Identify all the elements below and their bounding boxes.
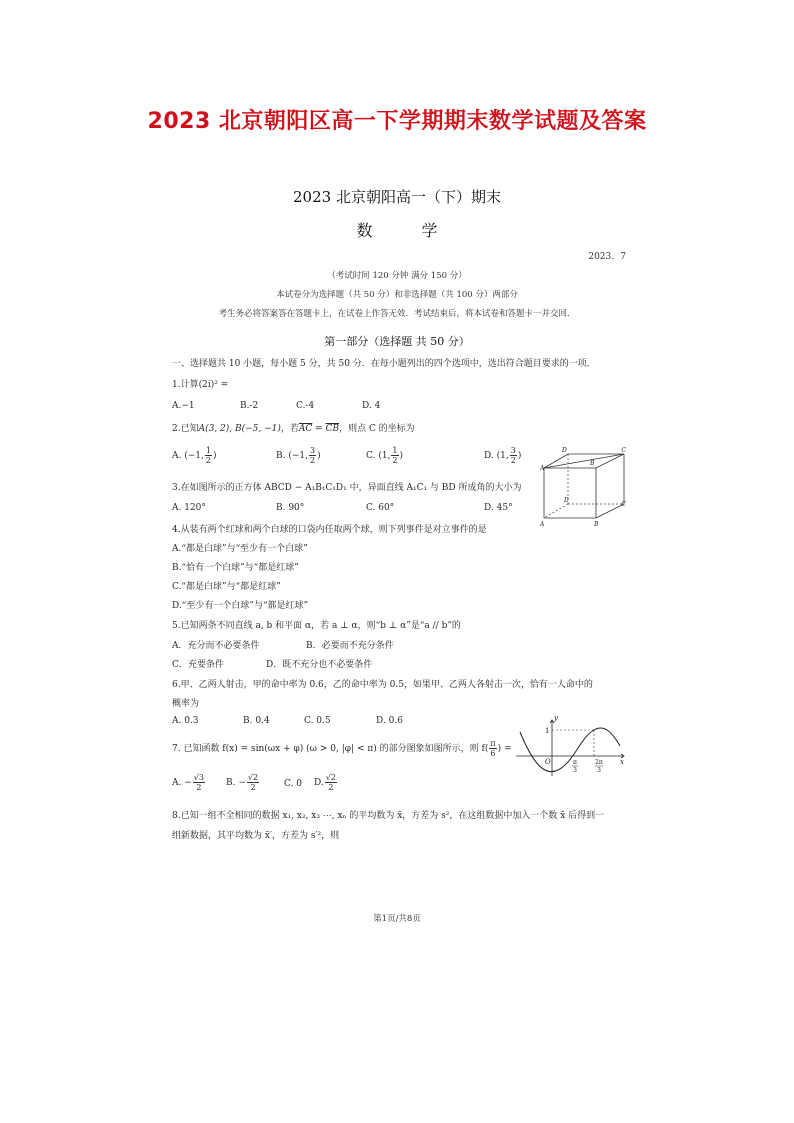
q2-c-den: 2 [392, 456, 398, 465]
question-1-stem: 1.计算(2i)² = [172, 380, 229, 390]
q2-c-num: 1 [392, 446, 398, 455]
cube-label-a: A [540, 521, 545, 528]
q7-arg-den: 6 [490, 749, 496, 758]
cube-label-c: C [621, 501, 626, 508]
page-footer: 第1页/共8页 [373, 914, 421, 924]
q2-a-post: ) [212, 451, 217, 461]
q7-arg-num: π [490, 739, 496, 748]
q2-b-den: 2 [310, 456, 316, 465]
question-6-option-b: B. 0.4 [243, 716, 270, 726]
question-1-option-c: C.-4 [296, 401, 315, 411]
question-4-option-c: C.“都是白球”与“都是红球” [172, 582, 281, 592]
q7-b-den: 2 [250, 783, 256, 792]
q7-b-label: B. − [226, 778, 246, 788]
cube-label-d: D [564, 497, 569, 504]
q2-stem-a: 2.已知 [172, 424, 199, 434]
question-2-option-b [276, 446, 321, 465]
q2-d-label: D. [484, 451, 494, 461]
q2-b-post: ) [317, 451, 321, 461]
q2-a-label: A. [172, 451, 182, 461]
q2-vector-ac: $\overline{AC}$ [298, 424, 313, 434]
exam-date: 2023．7 [588, 252, 626, 262]
section-intro: 一、选择题共 10 小题，每小题 5 分，共 50 分．在每小题列出的四个选项中，选出符合题目要求的一项． [172, 359, 596, 369]
question-4-stem: 4.从装有两个红球和两个白球的口袋内任取两个球，则下列事件是对立事件的是 [172, 525, 487, 535]
part-one-title: 第一部分（选择题 共 50 分） [324, 335, 470, 348]
exam-time-note: （考试时间 120 分钟 满分 150 分） [327, 271, 467, 281]
q2-b-num: 3 [310, 446, 316, 455]
q7-a-den: 2 [196, 783, 202, 792]
graph-tick1-den: 3 [573, 767, 577, 774]
exam-instruction-note: 考生务必将答案答在答题卡上，在试卷上作答无效．考试结束后，将本试卷和答题卡一并交回． [218, 309, 576, 319]
sine-graph-figure [512, 712, 628, 778]
question-1-option-a: A.−1 [172, 401, 195, 411]
q2-stem-c: ，则点 C 的坐标为 [339, 424, 415, 434]
question-4-option-d: D.“至少有一个白球”与“都是红球” [172, 601, 309, 611]
question-5-stem: 5.已知两条不同直线 a, b 和平面 α，若 a ⊥ α，则“b ⊥ α”是“a // b”的 [172, 621, 461, 631]
question-7-stem [172, 739, 512, 758]
sine-curve [520, 728, 620, 772]
question-6-stem-line-2: 概率为 [172, 699, 200, 709]
cube-label-c1: C [621, 447, 626, 454]
question-6-option-a: A. 0.3 [172, 716, 199, 726]
question-7-option-d [314, 773, 338, 792]
q2-equals: = [312, 424, 326, 434]
question-7-option-a [172, 773, 206, 792]
q2-d-den: 2 [510, 456, 516, 465]
q2-a-den: 2 [205, 456, 211, 465]
q2-vector-cb: $\overline{CB}$ [325, 424, 340, 434]
question-5-option-c: C．充要条件 [172, 660, 224, 670]
cube-hidden-edge-left [544, 504, 568, 518]
q2-c-pre: (1, [378, 451, 391, 461]
q2-c-label: C. [366, 451, 376, 461]
q7-b-num: √2 [247, 773, 259, 782]
q7-d-den: 2 [328, 783, 334, 792]
q2-d-num: 3 [510, 446, 516, 455]
graph-label-y: y [554, 714, 558, 722]
question-2-stem [172, 421, 415, 434]
graph-tick2-num: 2π [595, 759, 603, 766]
question-6-option-c: C. 0.5 [304, 716, 331, 726]
question-5-option-b: B．必要而不充分条件 [306, 641, 394, 651]
q2-b-pre: (−1, [288, 451, 308, 461]
question-6-option-d: D. 0.6 [376, 716, 403, 726]
q2-a-num: 1 [205, 446, 211, 455]
graph-label-x: x [620, 758, 624, 766]
q7-a-num: √3 [193, 773, 204, 782]
question-3-option-b: B. 90° [276, 503, 305, 513]
cube-label-b: B [594, 521, 599, 528]
q2-points: A(3, 2), B(−5, −1) [198, 424, 281, 434]
q2-c-post: ) [399, 451, 404, 461]
q2-d-pre: (1, [496, 451, 509, 461]
question-3-option-d: D. 45° [484, 503, 513, 513]
question-7-option-c: C. 0 [284, 779, 303, 789]
question-8-stem-line-1: 8.已知一组不全相同的数据 x₁, x₂, x₃ ⋯, xₙ 的平均数为 x̄，方差为 s²，在这组数据中加入一个数 x̄ 后得到一 [172, 811, 605, 821]
q7-a-label: A. − [172, 778, 192, 788]
question-4-option-a: A.“都是白球”与“至少有一个白球” [172, 544, 308, 554]
cube-label-d1: D [562, 447, 567, 454]
cube-label-a1: A [540, 465, 545, 472]
question-2-option-c [366, 446, 403, 465]
q2-stem-b: ，若 [280, 424, 299, 434]
q2-d-post: ) [517, 451, 522, 461]
question-3-stem: 3.在如图所示的正方体 ABCD − A₁B₁C₁D₁ 中，异面直线 A₁C₁ 与 BD 所成角的大小为 [172, 483, 522, 493]
question-7-option-b [226, 773, 260, 792]
question-8-stem-line-2: 组新数据，其平均数为 x̄′，方差为 s′²，则 [172, 831, 340, 841]
question-5-option-a: A．充分而不必要条件 [172, 641, 260, 651]
question-2-option-d [484, 446, 521, 465]
document-banner-title: 2023 北京朝阳区高一下学期期末数学试题及答案 [147, 109, 647, 134]
graph-tick2-den: 3 [597, 767, 601, 774]
cube-edge-bottom-right [596, 504, 624, 518]
exam-title: 2023 北京朝阳高一（下）期末 [293, 188, 501, 206]
question-1-option-d: D. 4 [362, 401, 381, 411]
question-2-option-a [172, 446, 217, 465]
question-4-option-b: B.“恰有一个白球”与“都是红球” [172, 563, 299, 573]
cube-figure [540, 446, 626, 530]
q2-b-label: B. [276, 451, 286, 461]
q2-a-pre: (−1, [184, 451, 204, 461]
q7-stem-end: ) = [497, 744, 512, 754]
question-3-option-a: A. 120° [172, 503, 206, 513]
q7-d-label: D. [314, 778, 324, 788]
exam-structure-note: 本试卷分为选择题（共 50 分）和非选择题（共 100 分）两部分 [276, 290, 518, 300]
q7-stem-text: 7. 已知函数 f(x) = sin(ωx + φ) (ω > 0, |φ| < π) 的部分图象如图所示，则 f( [172, 744, 489, 754]
graph-label-one: 1 [545, 727, 550, 735]
q7-d-num: √2 [325, 773, 336, 782]
cube-label-b1: B [590, 460, 595, 467]
exam-subject: 数 学 [356, 221, 460, 240]
question-3-option-c: C. 60° [366, 503, 395, 513]
question-5-option-d: D．既不充分也不必要条件 [266, 660, 373, 670]
graph-tick1-num: π [573, 759, 577, 766]
question-1-option-b: B.-2 [240, 401, 259, 411]
question-6-stem-line-1: 6.甲、乙两人射击，甲的命中率为 0.6，乙的命中率为 0.5，如果甲、乙两人各射击一次，恰有一人命中的 [172, 680, 593, 690]
graph-label-origin: O [545, 758, 551, 766]
